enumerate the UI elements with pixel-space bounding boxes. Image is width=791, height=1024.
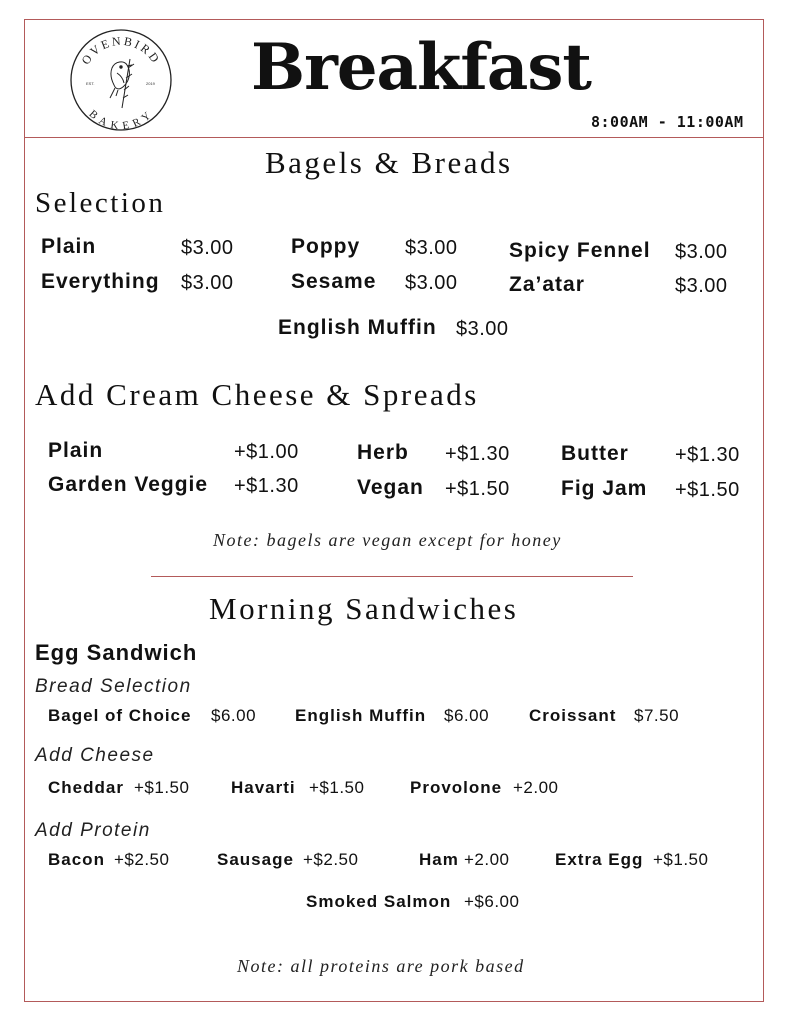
spread-name: Plain xyxy=(48,439,104,462)
svg-text:BAKERY xyxy=(86,108,155,132)
selection-title: Selection xyxy=(35,187,166,219)
protein-price: +$2.50 xyxy=(114,850,170,869)
spread-price: +$1.00 xyxy=(234,441,299,463)
bread-price: $6.00 xyxy=(444,706,490,725)
bagel-price: $3.00 xyxy=(181,272,234,294)
section-title-bagels: Bagels & Breads xyxy=(265,145,513,180)
spread-name: Butter xyxy=(561,442,629,465)
spreads-note: Note: bagels are vegan except for honey xyxy=(213,530,562,550)
logo-bottom-text: BAKERY xyxy=(86,108,156,132)
add-protein-title: Add Protein xyxy=(35,820,151,841)
logo-top-text: OVENBIRD xyxy=(78,33,164,68)
sandwiches-note: Note: all proteins are pork based xyxy=(237,956,525,976)
cheese-price: +$1.50 xyxy=(309,778,365,797)
protein-name: Bacon xyxy=(48,850,105,869)
bagel-price: $3.00 xyxy=(675,275,728,297)
hours: 8:00AM - 11:00AM xyxy=(591,113,744,131)
bagel-name: Sesame xyxy=(291,270,377,293)
bagel-name: English Muffin xyxy=(278,316,437,339)
bread-selection-title: Bread Selection xyxy=(35,676,192,697)
bagel-price: $3.00 xyxy=(181,237,234,259)
spread-name: Herb xyxy=(357,441,409,464)
add-cheese-title: Add Cheese xyxy=(35,745,155,766)
protein-name: Extra Egg xyxy=(555,850,644,869)
bread-name: English Muffin xyxy=(295,706,427,725)
cheese-name: Provolone xyxy=(410,778,503,797)
bakery-logo xyxy=(68,28,174,132)
protein-price: +$1.50 xyxy=(653,850,709,869)
section-divider xyxy=(151,576,633,577)
spread-name: Fig Jam xyxy=(561,477,648,500)
protein-name: Sausage xyxy=(217,850,294,869)
bagel-name: Everything xyxy=(41,270,160,293)
bread-price: $7.50 xyxy=(634,706,680,725)
protein-name: Smoked Salmon xyxy=(306,892,452,911)
protein-name: Ham xyxy=(419,850,459,869)
protein-price: +$6.00 xyxy=(464,892,520,911)
section-title-sandwiches: Morning Sandwiches xyxy=(209,591,519,626)
spread-name: Garden Veggie xyxy=(48,473,209,496)
spread-price: +$1.30 xyxy=(445,443,510,465)
bagel-price: $3.00 xyxy=(675,241,728,263)
cheese-name: Cheddar xyxy=(48,778,124,797)
spread-price: +$1.30 xyxy=(234,475,299,497)
spread-price: +$1.50 xyxy=(445,478,510,500)
bagel-price: $3.00 xyxy=(456,318,509,340)
spread-name: Vegan xyxy=(357,476,424,499)
logo-year: 2019 xyxy=(146,81,155,86)
cheese-price: +$1.50 xyxy=(134,778,190,797)
bread-name: Croissant xyxy=(529,706,617,725)
bagel-name: Poppy xyxy=(291,235,361,258)
page-title: Breakfast xyxy=(251,30,591,105)
header-divider xyxy=(24,137,764,138)
bird-icon xyxy=(110,59,134,108)
bagel-price: $3.00 xyxy=(405,237,458,259)
logo-est: EST. xyxy=(86,81,95,86)
bagel-price: $3.00 xyxy=(405,272,458,294)
bagel-name: Plain xyxy=(41,235,97,258)
protein-price: +2.00 xyxy=(464,850,510,869)
cheese-name: Havarti xyxy=(231,778,296,797)
bread-name: Bagel of Choice xyxy=(48,706,192,725)
spread-price: +$1.30 xyxy=(675,444,740,466)
bagel-name: Za’atar xyxy=(509,273,585,296)
spread-price: +$1.50 xyxy=(675,479,740,501)
protein-price: +$2.50 xyxy=(303,850,359,869)
cheese-price: +2.00 xyxy=(513,778,559,797)
egg-sandwich-title: Egg Sandwich xyxy=(35,640,198,665)
section-title-spreads: Add Cream Cheese & Spreads xyxy=(35,377,479,412)
bagel-name: Spicy Fennel xyxy=(509,239,651,262)
bread-price: $6.00 xyxy=(211,706,257,725)
